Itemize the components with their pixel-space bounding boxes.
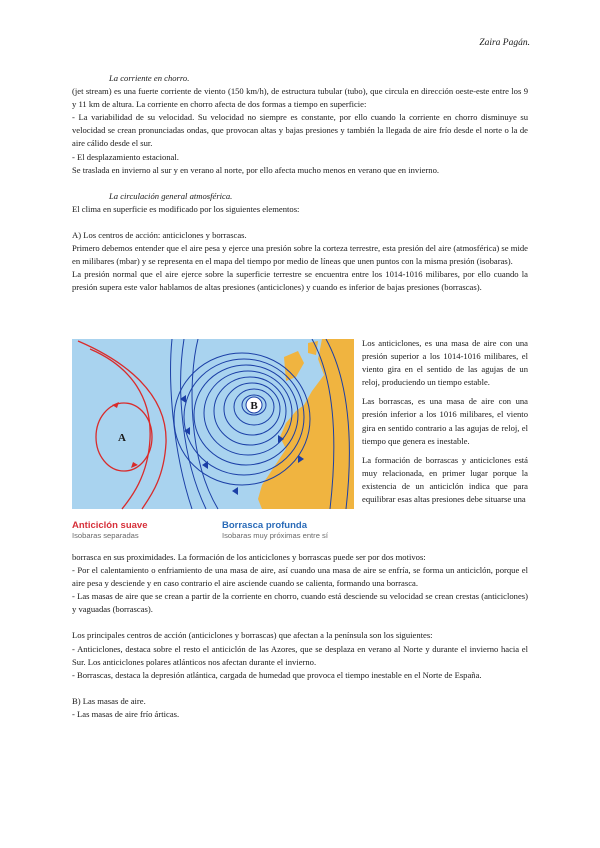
list-item-calentamiento: - Por el calentamiento o enfriamiento de una masa de aire, así cuando una masa de aire se enfría, se forma un anticiclón, porque el aire pesa y desciende y en caso contrario el aire asciende cuando se calienta, formando una borrasca. <box>72 565 528 589</box>
list-item-masas-chorro: - Las masas de aire que se crean a partir de la corriente en chorro, cuando está desciende su velocidad se crean crestas (anticiclones) y vaguadas (borrascas). <box>72 591 528 615</box>
list-item-anticiclones: - Anticiclones, destaca sobre el resto el anticiclón de las Azores, que se desplaza en verano al Norte y durante el invierno hacia el Sur. Los anticiclones polares atlánticos nos afectan durante el invierno. <box>72 643 528 667</box>
weather-map-figure <box>72 339 354 547</box>
list-item-borrascas: - Borrascas, destaca la depresión atlántica, cargada de humedad que provoca el tiempo inestable en el Norte de España. <box>72 669 482 680</box>
paragraph-corriente-intro: (jet stream) es una fuerte corriente de viento (150 km/h), de estructura tubular (tubo), que circula en dirección oeste-este entre los 9 y 11 km de altura. La corriente en chorro afecta de dos formas a tiempo en superficie: <box>72 86 528 110</box>
subsection-title-centros: A) Los centros de acción: anticiclones y borrascas. <box>72 229 247 240</box>
author-name: Zaira Pagán. <box>479 38 530 48</box>
caption-anticyclone-title: Anticiclón suave <box>72 520 148 531</box>
paragraph-principales: Los principales centros de acción (anticiclones y borrascas) que afectan a la península son los siguientes: <box>72 630 433 641</box>
label-b: B <box>250 400 258 412</box>
list-item-desplazamiento: - El desplazamiento estacional. <box>72 151 179 162</box>
paragraph-formacion-cont: borrasca en sus proximidades. La formación de los anticiclones y borrascas puede ser por dos motivos: <box>72 552 426 562</box>
section-title-corriente: La corriente en chorro. <box>109 73 190 83</box>
list-item-masas-articas: - Las masas de aire frío árticas. <box>72 708 180 719</box>
label-a: A <box>118 432 126 444</box>
list-item-variabilidad: - La variabilidad de su velocidad. Su velocidad no siempre es constante, por ello cuando la corriente en chorro disminuye su velocidad se crean pronunciadas ondas, que provocan altas y bajas presiones y también la llegada de aire frío desde el norte o la de aire cálido desde el sur. <box>72 112 528 149</box>
paragraph-anticiclones: Los anticiclones, es una masa de aire con una presión superior a los 1014-1016 milibares, el viento gira en el sentido de las agujas de un reloj, produciendo un tiempo estable. <box>362 338 528 388</box>
subsection-title-masas: B) Las masas de aire. <box>72 695 146 706</box>
section-title-circulacion: La circulación general atmosférica. <box>109 190 233 201</box>
caption-anticyclone <box>72 520 148 540</box>
paragraph-borrascas: Las borrascas, es una masa de aire con una presión inferior a los 1016 milibares, el viento gira en sentido contrario a las agujas de reloj, el tiempo que genera es inestable. <box>362 396 528 446</box>
paragraph-formacion: La formación de borrascas y anticiclones está muy relacionada, en primer lugar porque la existencia de un anticiclón indica que para equilibrar esas altas presiones debe situarse una <box>362 454 528 505</box>
text-block-bottom <box>72 551 528 721</box>
paragraph-centros-2: La presión normal que el aire ejerce sobre la superficie terrestre se encuentra entre los 1014-1016 milibares, por ello cuando la presión supera este valor hablamos de altas presiones (anticiclones) y cuando es inferior de bajas presiones (borrascas). <box>72 269 528 293</box>
caption-depression-title: Borrasca profunda <box>222 520 307 531</box>
caption-anticyclone-subtitle: Isobaras separadas <box>72 531 139 540</box>
paragraph-circulacion-intro: El clima en superficie es modificado por los siguientes elementos: <box>72 203 300 214</box>
text-block-top <box>72 72 528 294</box>
paragraph-centros-1: Primero debemos entender que el aire pesa y ejerce una presión sobre la corteza terrestre, esta presión del aire (atmosférica) se mide en milibares (mbar) y se representa en el mapa del tiempo por medio de líneas que unen puntos con la misma presión (isobaras). <box>72 243 528 267</box>
caption-depression <box>222 520 328 540</box>
caption-depression-subtitle: Isobaras muy próximas entre sí <box>222 531 328 540</box>
paragraph-traslado: Se traslada en invierno al sur y en verano al norte, por ello afecta mucho menos en verano que en invierno. <box>72 164 440 175</box>
side-column <box>362 337 528 506</box>
